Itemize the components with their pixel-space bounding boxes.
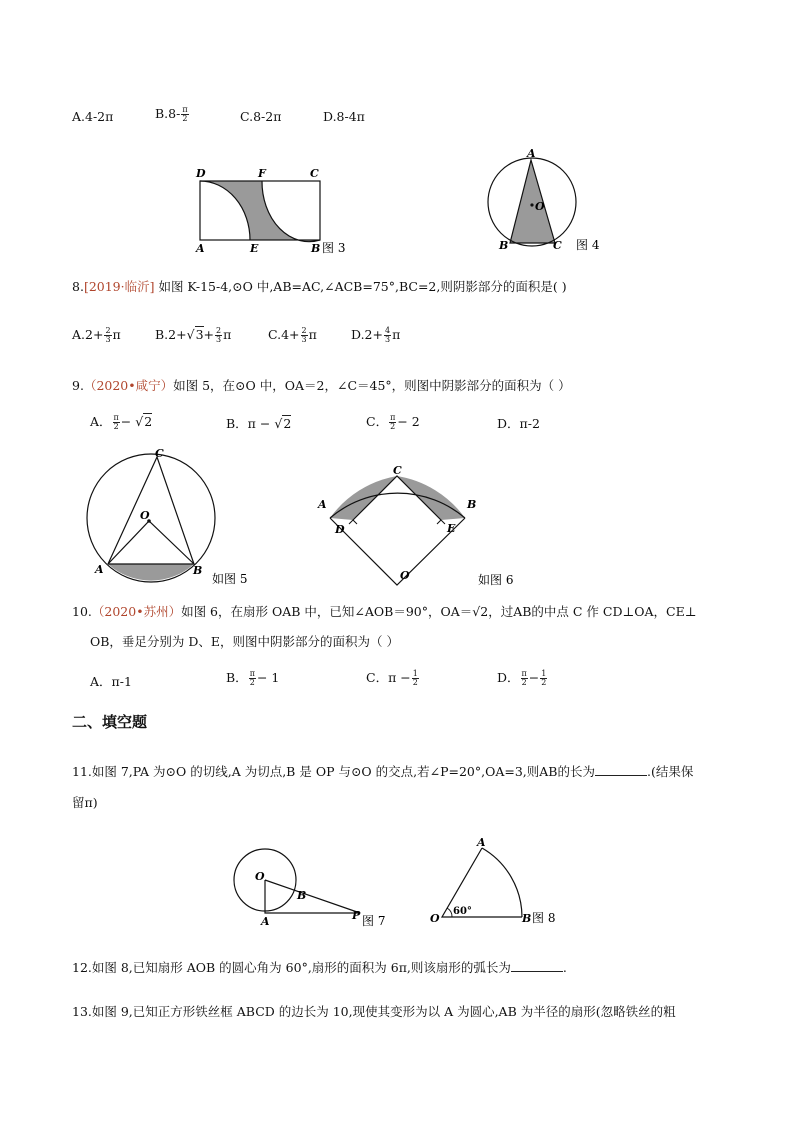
q10-text-line1: 如图 6，在扇形 OAB 中，已知∠AOB＝90°，OA＝√2，过AB的中点 C 作 CD⊥OA，CE⊥	[181, 604, 697, 619]
fig7-label-p: P	[352, 909, 361, 922]
q10-b-den: 2	[249, 678, 255, 687]
fig7-label-a: A	[261, 915, 270, 928]
q9-a-post: −	[120, 414, 132, 429]
q10-b-pre: B．	[226, 670, 248, 685]
q8-c-num: 2	[301, 326, 307, 335]
fig8-angle-label: 60°	[453, 906, 472, 917]
fig6-label-d: D	[335, 523, 345, 536]
q10-b-fraction	[249, 670, 256, 687]
q8-b-root: 3	[195, 327, 204, 342]
q9-c-num: π	[390, 413, 396, 422]
q8-b-plus: +	[203, 327, 214, 342]
q7-b-text: B.8-	[155, 106, 181, 121]
q10-option-b	[226, 670, 279, 687]
q10-d-num: π	[521, 669, 527, 678]
q10-c-num: 1	[412, 669, 418, 678]
q11-text-tail: .(结果保	[647, 764, 694, 779]
q7-option-c: C.8-2π	[240, 109, 282, 124]
fig5-circle	[87, 454, 215, 582]
q8-d-fraction	[384, 327, 391, 344]
q8-option-a	[72, 327, 121, 344]
q9-option-a: A． $\frac{\pi}{2}$ − √2	[90, 413, 153, 431]
fig6-label-b: B	[467, 498, 477, 511]
fig4-label-c: C	[553, 239, 562, 252]
q8-c-fraction	[301, 327, 308, 344]
q9-option-c	[366, 414, 420, 431]
q11-answer-blank[interactable]	[595, 764, 647, 776]
q10-d-fraction	[521, 670, 528, 687]
q9-option-b: B．π − √2	[226, 416, 292, 431]
figure-7	[225, 845, 405, 930]
q8-a-fraction	[104, 327, 111, 344]
fig6-right-angle-e	[437, 520, 445, 524]
q9-c-post: − 2	[397, 414, 420, 429]
fig6-label-o: O	[400, 569, 410, 582]
q12-text: 12.如图 8,已知扇形 AOB 的圆心角为 60°,扇形的面积为 6π,则该扇形的弧长为	[72, 960, 511, 975]
q8-b-fraction	[215, 327, 222, 344]
q10-d-fraction2	[540, 670, 547, 687]
q8-b-den: 3	[216, 335, 222, 344]
fig8-angle-mark	[447, 908, 452, 917]
q8-c-post: π	[308, 327, 317, 342]
figure-8	[425, 832, 575, 932]
q11-stem-line2: 留π)	[72, 795, 98, 810]
q11-stem-line1	[72, 764, 693, 780]
q9-number: 9.	[72, 378, 84, 393]
q8-d-den: 3	[384, 335, 391, 344]
q8-text: 如图 K-15-4,⊙O 中,AB=AC,∠ACB=75°,BC=2,则阴影部分的面积是( )	[154, 279, 567, 294]
q10-d-den2: 2	[541, 678, 547, 687]
q9-a-root: 2	[144, 414, 153, 429]
q10-option-c	[366, 670, 420, 687]
fig3-shaded-region	[200, 181, 320, 242]
fig3-label-e: E	[250, 242, 259, 255]
q8-option-d	[351, 327, 400, 344]
fig5-label-a: A	[95, 563, 104, 576]
q9-a-num: π	[113, 413, 119, 422]
q9-stem	[72, 378, 571, 394]
fig3-label-c: C	[310, 167, 319, 180]
q10-number: 10.	[72, 604, 92, 619]
q9-c-pre: C．	[366, 414, 389, 429]
fig7-label-o: O	[255, 870, 265, 883]
section-heading	[72, 711, 147, 732]
fig4-center-dot	[530, 203, 533, 206]
q10-d-num2: 1	[541, 669, 547, 678]
q8-a-post: π	[112, 327, 121, 342]
fig3-caption: 图 3	[322, 241, 346, 255]
fig5-label-b: B	[193, 564, 203, 577]
figure-5	[85, 447, 265, 587]
q9-c-fraction	[389, 414, 396, 431]
fig8-caption: 图 8	[532, 911, 556, 925]
q13-stem: 13.如图 9,已知正方形铁丝框 ABCD 的边长为 10,现使其变形为以 A 为圆心,AB 为半径的扇形(忽略铁丝的粗	[72, 1004, 676, 1019]
q10-option-a: A．π-1	[90, 674, 132, 689]
fig6-label-c: C	[393, 464, 402, 477]
fig6-label-a: A	[318, 498, 327, 511]
fig6-caption: 如图 6	[478, 573, 514, 587]
q8-stem	[72, 279, 567, 295]
section-title: 二、填空题	[72, 713, 148, 731]
q9-b-pre: B．π −	[226, 416, 271, 431]
fig7-caption: 图 7	[362, 914, 386, 928]
fig3-label-d: D	[196, 167, 206, 180]
q10-c-den: 2	[412, 678, 418, 687]
q10-source: （2020•苏州）	[91, 604, 182, 619]
fig8-label-b: B	[522, 912, 532, 925]
q8-a-den: 3	[105, 335, 111, 344]
fig4-shaded-triangle	[510, 160, 555, 243]
q7-option-a: A.4-2π	[72, 109, 114, 124]
q9-c-den: 2	[390, 422, 396, 431]
q8-d-num: 4	[384, 326, 391, 335]
q8-option-c	[268, 327, 317, 344]
fig6-right-angle-d	[349, 520, 357, 524]
q10-stem-line1	[72, 604, 696, 620]
q9-b-root: 2	[283, 416, 292, 431]
fig4-label-b: B	[499, 239, 509, 252]
fig8-label-a: A	[477, 836, 486, 849]
q9-text: 如图 5，在⊙O 中，OA＝2，∠C＝45°，则图中阴影部分的面积为（ ）	[173, 378, 571, 393]
fig5-caption: 如图 5	[212, 572, 248, 586]
q10-stem-line2: OB，垂足分别为 D、E，则图中阴影部分的面积为（ ）	[90, 634, 400, 649]
fig7-label-b: B	[297, 889, 307, 902]
q7-option-d: D.8-4π	[323, 109, 365, 124]
q12-text-tail: .	[562, 960, 567, 975]
q8-number: 8.	[72, 279, 84, 294]
q10-b-num: π	[249, 669, 255, 678]
q8-d-post: π	[392, 327, 401, 342]
q10-c-fraction	[412, 670, 419, 687]
fig5-label-c: C	[155, 447, 164, 460]
q8-b-pre: B.2+	[155, 327, 187, 342]
q8-source: [2019·临沂]	[83, 279, 155, 294]
fig6-label-e: E	[447, 522, 456, 535]
fig4-label-o: O	[535, 200, 545, 213]
fig3-label-b: B	[311, 242, 321, 255]
q8-option-b: B.2+√3+ $\frac{2}{3}$ π	[155, 326, 232, 344]
q8-a-pre: A.2+	[72, 327, 104, 342]
q9-option-d: D．π-2	[497, 416, 540, 431]
q12-stem	[72, 960, 567, 976]
q7-b-fraction	[181, 106, 188, 123]
q11-text: 11.如图 7,PA 为⊙O 的切线,A 为切点,B 是 OP 与⊙O 的交点,若∠P=20°,OA=3,则AB的长为	[72, 764, 595, 779]
q10-d-pre: D．	[497, 670, 520, 685]
q8-b-num: 2	[216, 326, 222, 335]
q10-d-mid: −	[528, 670, 540, 685]
q7-b-num: π	[182, 105, 188, 114]
figure-6	[310, 460, 540, 590]
fig6-radii	[330, 518, 465, 585]
figure-4	[480, 145, 630, 255]
q9-a-pre: A．	[90, 414, 112, 429]
q8-c-pre: C.4+	[268, 327, 300, 342]
fig4-label-a: A	[527, 147, 536, 160]
q10-d-den: 2	[521, 678, 527, 687]
fig4-caption: 图 4	[576, 238, 600, 252]
q8-d-pre: D.2+	[351, 327, 383, 342]
q9-a-fraction	[113, 414, 120, 431]
fig8-arc	[482, 848, 522, 917]
q9-a-den: 2	[113, 422, 119, 431]
q7-b-den: 2	[182, 114, 188, 123]
fig8-label-o: O	[430, 912, 440, 925]
q8-c-den: 3	[301, 335, 307, 344]
q9-source: （2020•咸宁）	[83, 378, 174, 393]
figure-3	[190, 160, 360, 260]
q10-c-pre: C．π −	[366, 670, 411, 685]
q7-option-b	[155, 106, 190, 123]
fig5-shaded-segment	[108, 564, 194, 581]
fig3-label-f: F	[258, 167, 266, 180]
q10-option-d	[497, 670, 548, 687]
fig3-label-a: A	[196, 242, 205, 255]
fig5-label-o: O	[140, 509, 150, 522]
q10-b-post: − 1	[256, 670, 280, 685]
q8-a-num: 2	[105, 326, 111, 335]
fig5-triangle	[108, 457, 194, 564]
q8-b-post: π	[223, 327, 232, 342]
q12-answer-blank[interactable]	[511, 960, 563, 972]
